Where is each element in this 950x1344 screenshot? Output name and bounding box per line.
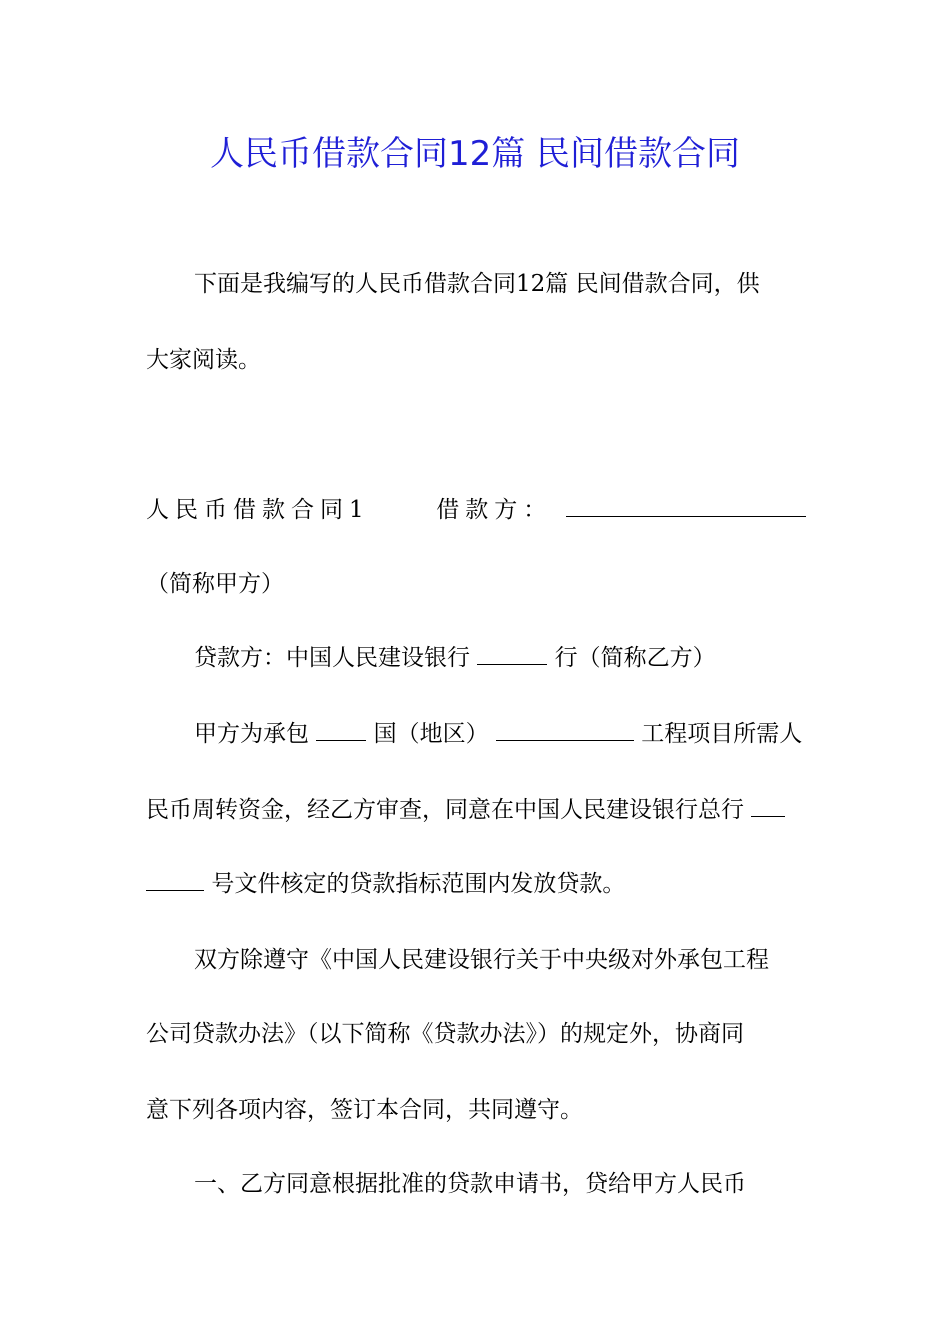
purpose-part-1: 甲方为承包 xyxy=(194,721,309,747)
country-blank xyxy=(316,718,366,741)
document-number-blank-a xyxy=(751,794,785,817)
lender-prefix: 贷款方：中国人民建设银行 xyxy=(194,645,470,671)
purpose-part-2: 国（地区） xyxy=(373,721,489,747)
lender-suffix: 行（简称乙方） xyxy=(554,645,716,671)
clause-1-line-1: 一、乙方同意根据批准的贷款申请书，贷给甲方人民币 xyxy=(194,1171,746,1197)
document-title: 人民币借款合同12篇 民间借款合同 xyxy=(209,134,741,174)
lender-line xyxy=(194,638,806,678)
agreement-line-2: 公司贷款办法》（以下简称《贷款办法》）的规定外，协商同 xyxy=(146,1021,744,1047)
purpose-line-3 xyxy=(146,864,806,904)
borrower-blank xyxy=(566,494,806,517)
borrower-label: 借款方： xyxy=(436,497,553,523)
purpose-line-3-text: 号文件核定的贷款指标范围内发放贷款。 xyxy=(211,871,626,897)
intro-line-2: 大家阅读。 xyxy=(146,347,261,373)
agreement-line-1: 双方除遵守《中国人民建设银行关于中央级对外承包工程 xyxy=(194,947,769,973)
borrower-note: （简称甲方） xyxy=(146,571,284,597)
section-1-heading: 人民币借款合同1 xyxy=(146,497,370,523)
lender-branch-blank xyxy=(477,642,547,665)
purpose-part-3: 工程项目所需人 xyxy=(641,721,803,747)
document-number-blank-b xyxy=(146,868,204,891)
agreement-line-3: 意下列各项内容，签订本合同，共同遵守。 xyxy=(146,1097,583,1123)
intro-line-1: 下面是我编写的人民币借款合同12篇 民间借款合同，供 xyxy=(194,271,760,297)
project-blank xyxy=(496,718,634,741)
purpose-line-2 xyxy=(146,790,806,830)
purpose-line-1 xyxy=(194,714,806,754)
section-1-heading-line xyxy=(146,490,806,530)
purpose-line-2-text: 民币周转资金，经乙方审查，同意在中国人民建设银行总行 xyxy=(146,797,744,823)
